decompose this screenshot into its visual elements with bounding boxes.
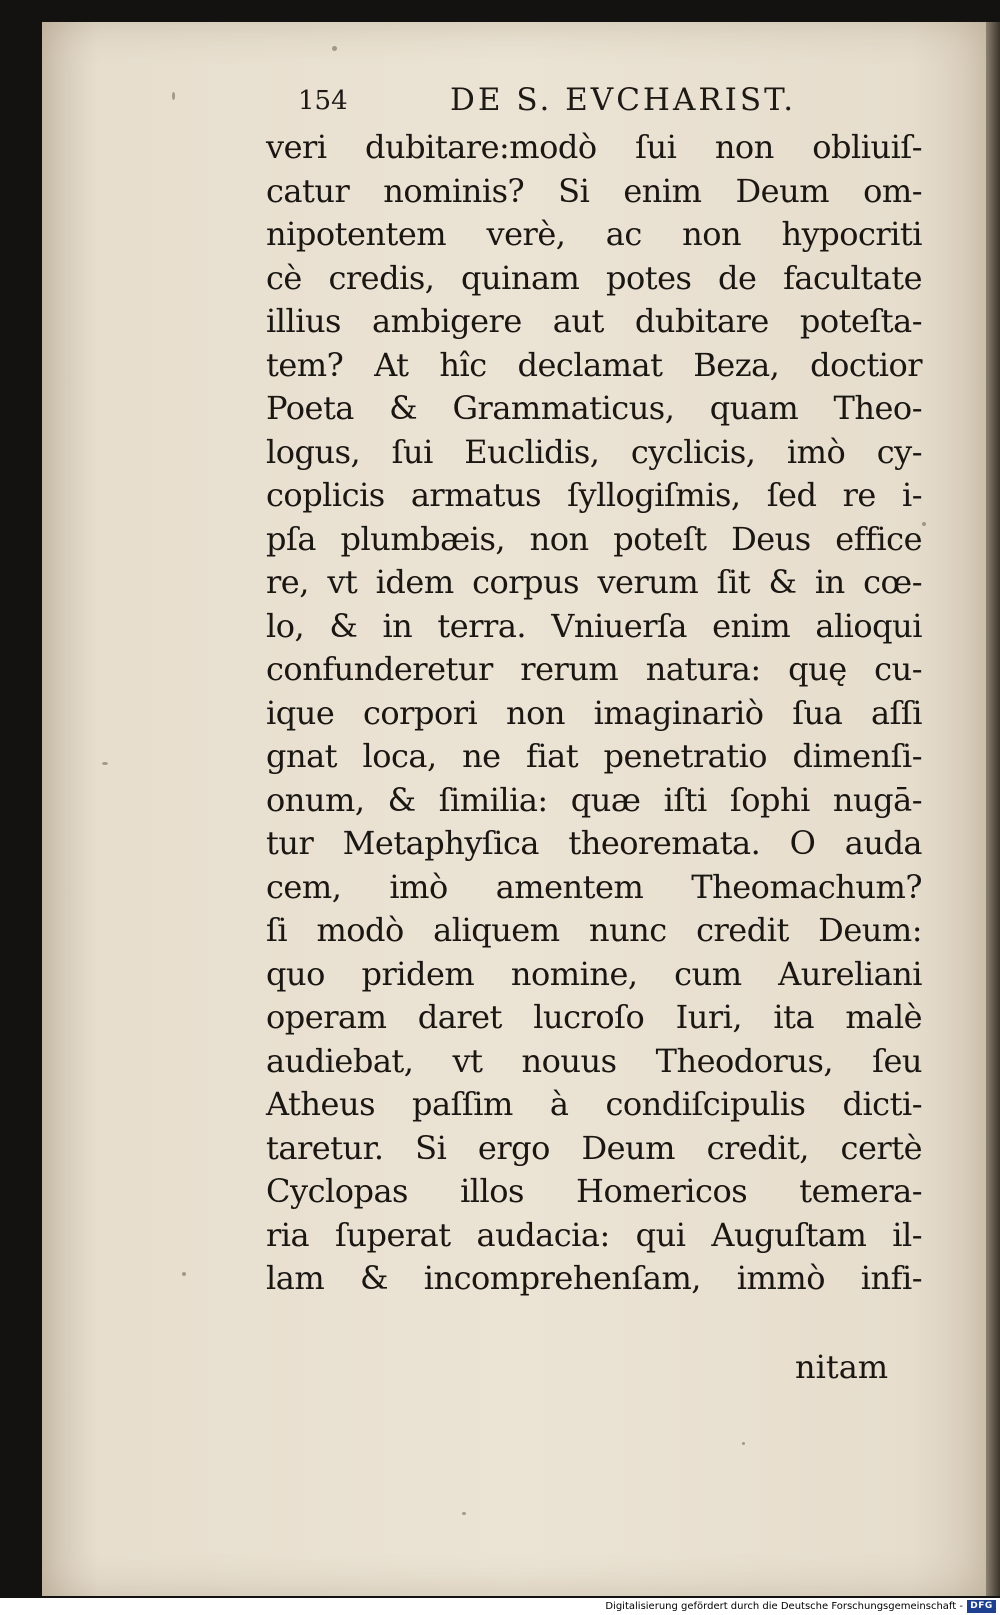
text-line: nipotentem verè, ac non hypocriti [266,215,922,253]
text-line: confunderetur rerum natura: quę cu- [266,650,922,688]
text-line: quo pridem nomine, cum Aureliani [266,954,922,993]
dfg-logo: DFG [967,1600,996,1613]
text-line: re, vt idem corpus verum ſit & in cœ- [266,563,922,601]
text-line: onum, & ſimilia: quæ iſti ſophi nugā- [266,780,922,819]
text-line: lo, & in terra. Vniuerſa enim alioqui [266,606,922,645]
running-title: DE S. EVCHARIST. [450,82,797,118]
text-line: taretur. Si ergo Deum credit, certè [266,1128,922,1167]
running-head [298,82,858,122]
text-line: operam daret lucroſo Iuri, ita malè [266,998,922,1036]
catchword: nitam [795,1348,889,1386]
text-line: Poeta & Grammaticus, quam Theo- [266,389,922,427]
body-text [266,126,922,1301]
paper-speck [172,92,175,100]
text-line: audiebat, vt nouus Theodorus, ſeu [266,1041,922,1080]
footer-bar [0,1598,1000,1615]
text-line: ſi modò aliquem nunc credit Deum: [266,911,922,949]
text-line: Cyclopas illos Homericos temera- [266,1172,922,1210]
page-number: 154 [298,86,348,116]
paper-speck [102,762,108,765]
paper-speck [332,46,337,51]
paper-speck [742,1442,745,1445]
text-line: cem, imò amentem Theomachum? [266,867,922,906]
text-line: lam & incomprehenſam, immò infi- [266,1259,922,1297]
text-line: logus, ſui Euclidis, cyclicis, imò cy- [266,432,922,471]
text-line: veri dubitare:modò ſui non obliuiſ- [266,128,922,166]
text-line: Atheus paſſim à condiſcipulis dicti- [266,1085,922,1123]
text-line: catur nominis? Si enim Deum om- [266,171,922,210]
paper-speck [182,1272,186,1276]
text-line: tur Metaphyſica theoremata. O auda [266,824,922,862]
text-line: ique corpori non imaginariò ſua aſſi [266,693,922,732]
text-line: pſa plumbæis, non poteſt Deus effice [266,519,922,558]
paper-speck [922,522,926,526]
text-line: illius ambigere aut dubitare poteſta- [266,302,922,340]
text-line: coplicis armatus ſyllogiſmis, ſed re i- [266,476,922,514]
text-line: tem? At hîc declamat Beza, doctior [266,345,922,384]
text-line: gnat loca, ne fiat penetratio dimenſi- [266,737,922,775]
text-line: ria ſuperat audacia: qui Auguſtam il- [266,1215,922,1254]
text-line: cè credis, quinam potes de facultate [266,258,922,297]
paper-speck [462,1512,466,1515]
funding-credit: Digitalisierung gefördert durch die Deutsche Forschungsgemeinschaft - [605,1601,963,1612]
page-edge [986,22,1000,1596]
